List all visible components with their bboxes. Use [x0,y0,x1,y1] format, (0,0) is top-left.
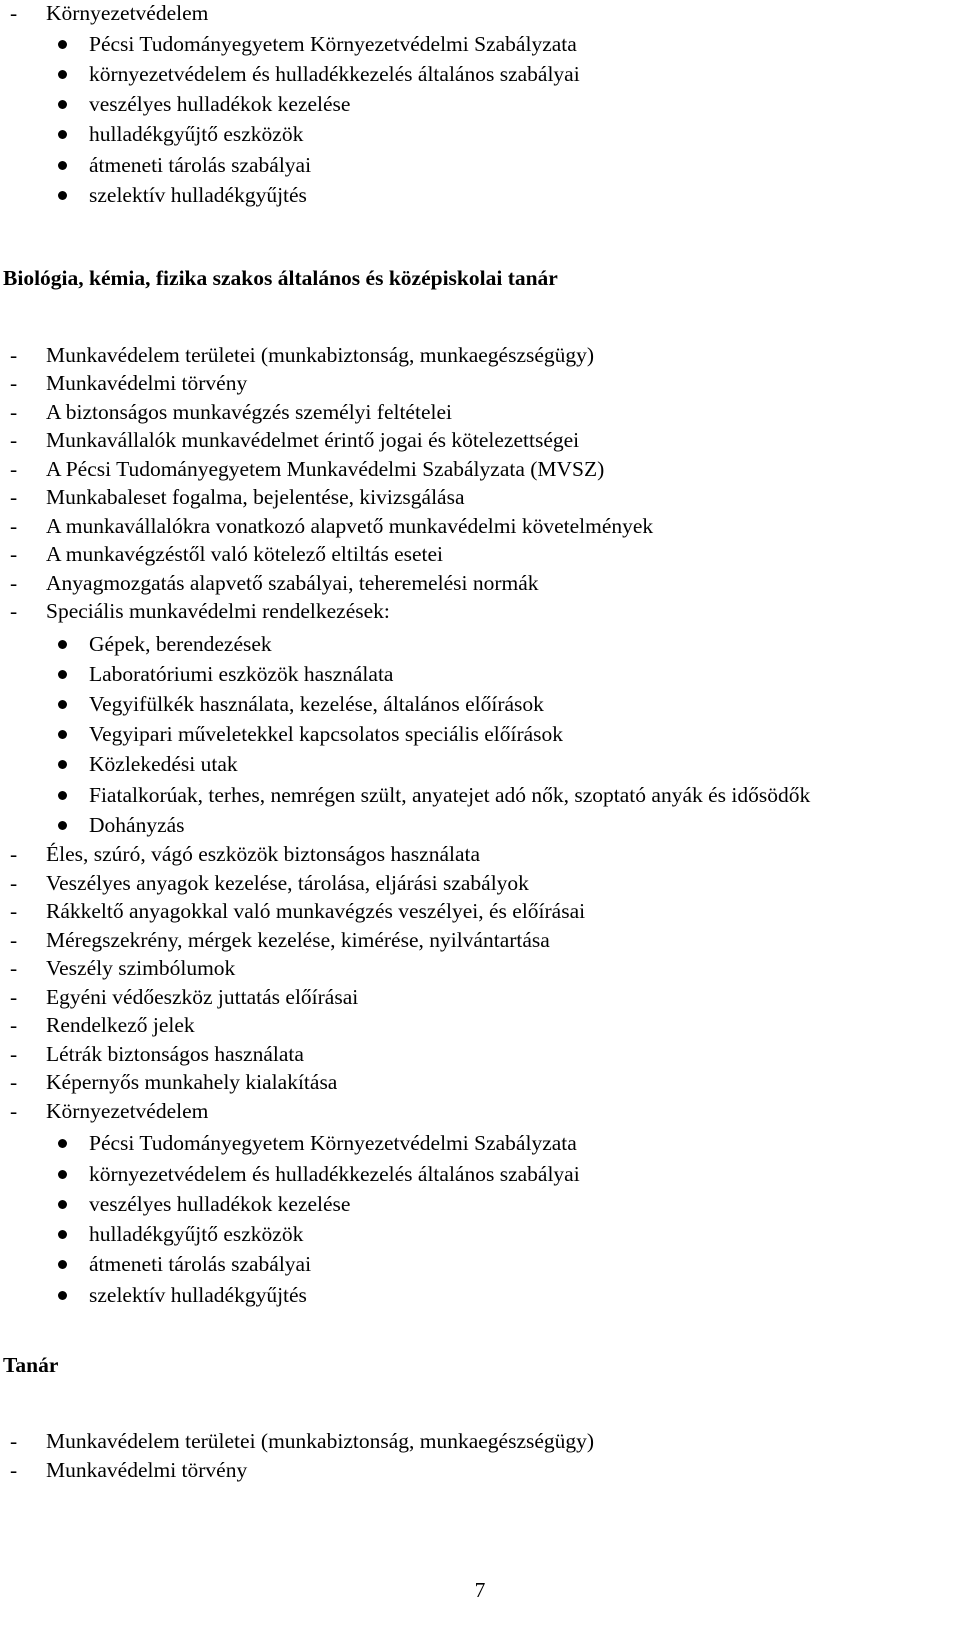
bullet-icon [58,70,67,79]
list-item-text: Közlekedési utak [89,752,238,776]
dash-marker: - [10,514,18,538]
dash-marker: - [10,343,18,367]
dash-item [10,456,604,482]
dash-marker: - [10,1013,18,1037]
list-item-text: szelektív hulladékgyűjtés [89,1283,307,1307]
list-item-text: veszélyes hulladékok kezelése [89,92,351,116]
dash-item [10,1457,247,1483]
bullet-item [58,1221,303,1247]
list-item-text: Méregszekrény, mérgek kezelése, kimérése, nyilvántartása [46,928,550,952]
dash-marker: - [10,428,18,452]
dash-marker: - [10,1429,18,1453]
dash-item [10,898,585,924]
dash-marker: - [10,1458,18,1482]
bullet-icon [58,730,67,739]
dash-marker: - [10,571,18,595]
list-item-text: Pécsi Tudományegyetem Környezetvédelmi Szabályzata [89,1131,577,1155]
bullet-icon [58,191,67,200]
list-item-text: Vegyifülkék használata, kezelése, általános előírások [89,692,544,716]
dash-item [10,570,539,596]
dash-marker: - [10,1,18,25]
bullet-item [58,812,185,838]
list-item-text: szelektív hulladékgyűjtés [89,183,307,207]
list-item-text: Speciális munkavédelmi rendelkezések: [46,599,390,623]
dash-item [10,1012,195,1038]
dash-marker: - [10,371,18,395]
list-item-text: hulladékgyűjtő eszközök [89,1222,304,1246]
dash-item [10,1041,304,1067]
bullet-icon [58,1170,67,1179]
list-item-text: Anyagmozgatás alapvető szabályai, teheremelési normák [46,571,539,595]
bullet-item [58,721,563,747]
dash-item [10,399,452,425]
dash-marker: - [10,928,18,952]
dash-marker: - [10,485,18,509]
bullet-item [58,1130,577,1156]
bullet-item [58,782,810,808]
dash-item [10,427,579,453]
dash-item [10,984,358,1010]
bullet-item [58,1251,311,1277]
list-item-text: Fiatalkorúak, terhes, nemrégen szült, anyatejet adó nők, szoptató anyák és idősödők [89,783,811,807]
dash-marker: - [10,457,18,481]
list-item-text: Rendelkező jelek [46,1013,195,1037]
bullet-icon [58,161,67,170]
bullet-icon [58,1139,67,1148]
list-item-text: Munkavállalók munkavédelmet érintő jogai és kötelezettségei [46,428,580,452]
dash-item [10,598,390,624]
list-item-text: Laboratóriumi eszközök használata [89,662,394,686]
bullet-item [58,1282,307,1308]
bullet-item [58,751,238,777]
dash-item [10,927,550,953]
dash-marker: - [10,985,18,1009]
list-item-text: A munkavégzéstől való kötelező eltiltás esetei [46,542,444,566]
bullet-icon [58,640,67,649]
dash-marker: - [10,542,18,566]
dash-marker: - [10,871,18,895]
list-item-text: átmeneti tárolás szabályai [89,1252,312,1276]
section-heading: Tanár [3,1353,59,1377]
bullet-item [58,61,580,87]
bullet-icon [58,1200,67,1209]
dash-item [10,841,480,867]
list-item-text: Veszélyes anyagok kezelése, tárolása, eljárási szabályok [46,871,529,895]
list-item-text: Munkavédelmi törvény [46,1458,248,1482]
dash-marker: - [10,599,18,623]
bullet-icon [58,821,67,830]
bullet-icon [58,791,67,800]
list-item-text: Vegyipari műveletekkel kapcsolatos speciális előírások [89,722,564,746]
dash-item [10,370,247,396]
bullet-icon [58,1260,67,1269]
dash-marker: - [10,1070,18,1094]
list-item-text: Rákkeltő anyagokkal való munkavégzés veszélyei, és előírásai [46,899,586,923]
list-item-text: Munkavédelem területei (munkabiztonság, munkaegészségügy) [46,1429,595,1453]
bullet-item [58,152,311,178]
dash-marker: - [10,1042,18,1066]
list-item-text: Munkavédelmi törvény [46,371,248,395]
bullet-icon [58,1230,67,1239]
dash-item [10,342,594,368]
list-item-text: A Pécsi Tudományegyetem Munkavédelmi Szabályzata (MVSZ) [46,457,605,481]
list-item-text: Környezetvédelem [46,1099,209,1123]
dash-marker: - [10,956,18,980]
bullet-icon [58,130,67,139]
list-item-text: veszélyes hulladékok kezelése [89,1192,351,1216]
list-item-text: Dohányzás [89,813,185,837]
list-item-text: Képernyős munkahely kialakítása [46,1070,338,1094]
list-item-text: környezetvédelem és hulladékkezelés általános szabályai [89,62,580,86]
bullet-item [58,31,577,57]
bullet-icon [58,760,67,769]
bullet-item [58,1191,350,1217]
dash-item [10,484,465,510]
list-item-text: átmeneti tárolás szabályai [89,153,312,177]
dash-marker: - [10,899,18,923]
page-number: 7 [474,1578,486,1602]
list-item-text: Pécsi Tudományegyetem Környezetvédelmi Szabályzata [89,32,577,56]
section-heading: Biológia, kémia, fizika szakos általános és középiskolai tanár [3,266,558,290]
dash-item [10,1428,594,1454]
dash-item [10,955,235,981]
list-item-text: hulladékgyűjtő eszközök [89,122,304,146]
list-item-text: Gépek, berendezések [89,632,272,656]
bullet-icon [58,670,67,679]
bullet-item [58,121,303,147]
dash-marker: - [10,842,18,866]
list-item-text: Környezetvédelem [46,1,209,25]
bullet-item [58,91,350,117]
dash-item [10,0,208,26]
bullet-icon [58,1291,67,1300]
dash-marker: - [10,1099,18,1123]
bullet-item [58,691,544,717]
list-item-text: Munkavédelem területei (munkabiztonság, munkaegészségügy) [46,343,595,367]
list-item-text: környezetvédelem és hulladékkezelés általános szabályai [89,1162,580,1186]
list-item-text: Munkabaleset fogalma, bejelentése, kivizsgálása [46,485,465,509]
bullet-item [58,631,272,657]
bullet-icon [58,40,67,49]
dash-marker: - [10,400,18,424]
bullet-item [58,182,307,208]
list-item-text: Veszély szimbólumok [46,956,236,980]
list-item-text: Egyéni védőeszköz juttatás előírásai [46,985,359,1009]
bullet-item [58,1161,580,1187]
dash-item [10,541,443,567]
dash-item [10,1098,208,1124]
dash-item [10,513,653,539]
list-item-text: A munkavállalókra vonatkozó alapvető munkavédelmi követelmények [46,514,654,538]
bullet-icon [58,100,67,109]
dash-item [10,870,529,896]
list-item-text: A biztonságos munkavégzés személyi feltételei [46,400,452,424]
bullet-item [58,661,393,687]
list-item-text: Éles, szúró, vágó eszközök biztonságos használata [46,842,481,866]
bullet-icon [58,700,67,709]
dash-item [10,1069,337,1095]
list-item-text: Létrák biztonságos használata [46,1042,304,1066]
